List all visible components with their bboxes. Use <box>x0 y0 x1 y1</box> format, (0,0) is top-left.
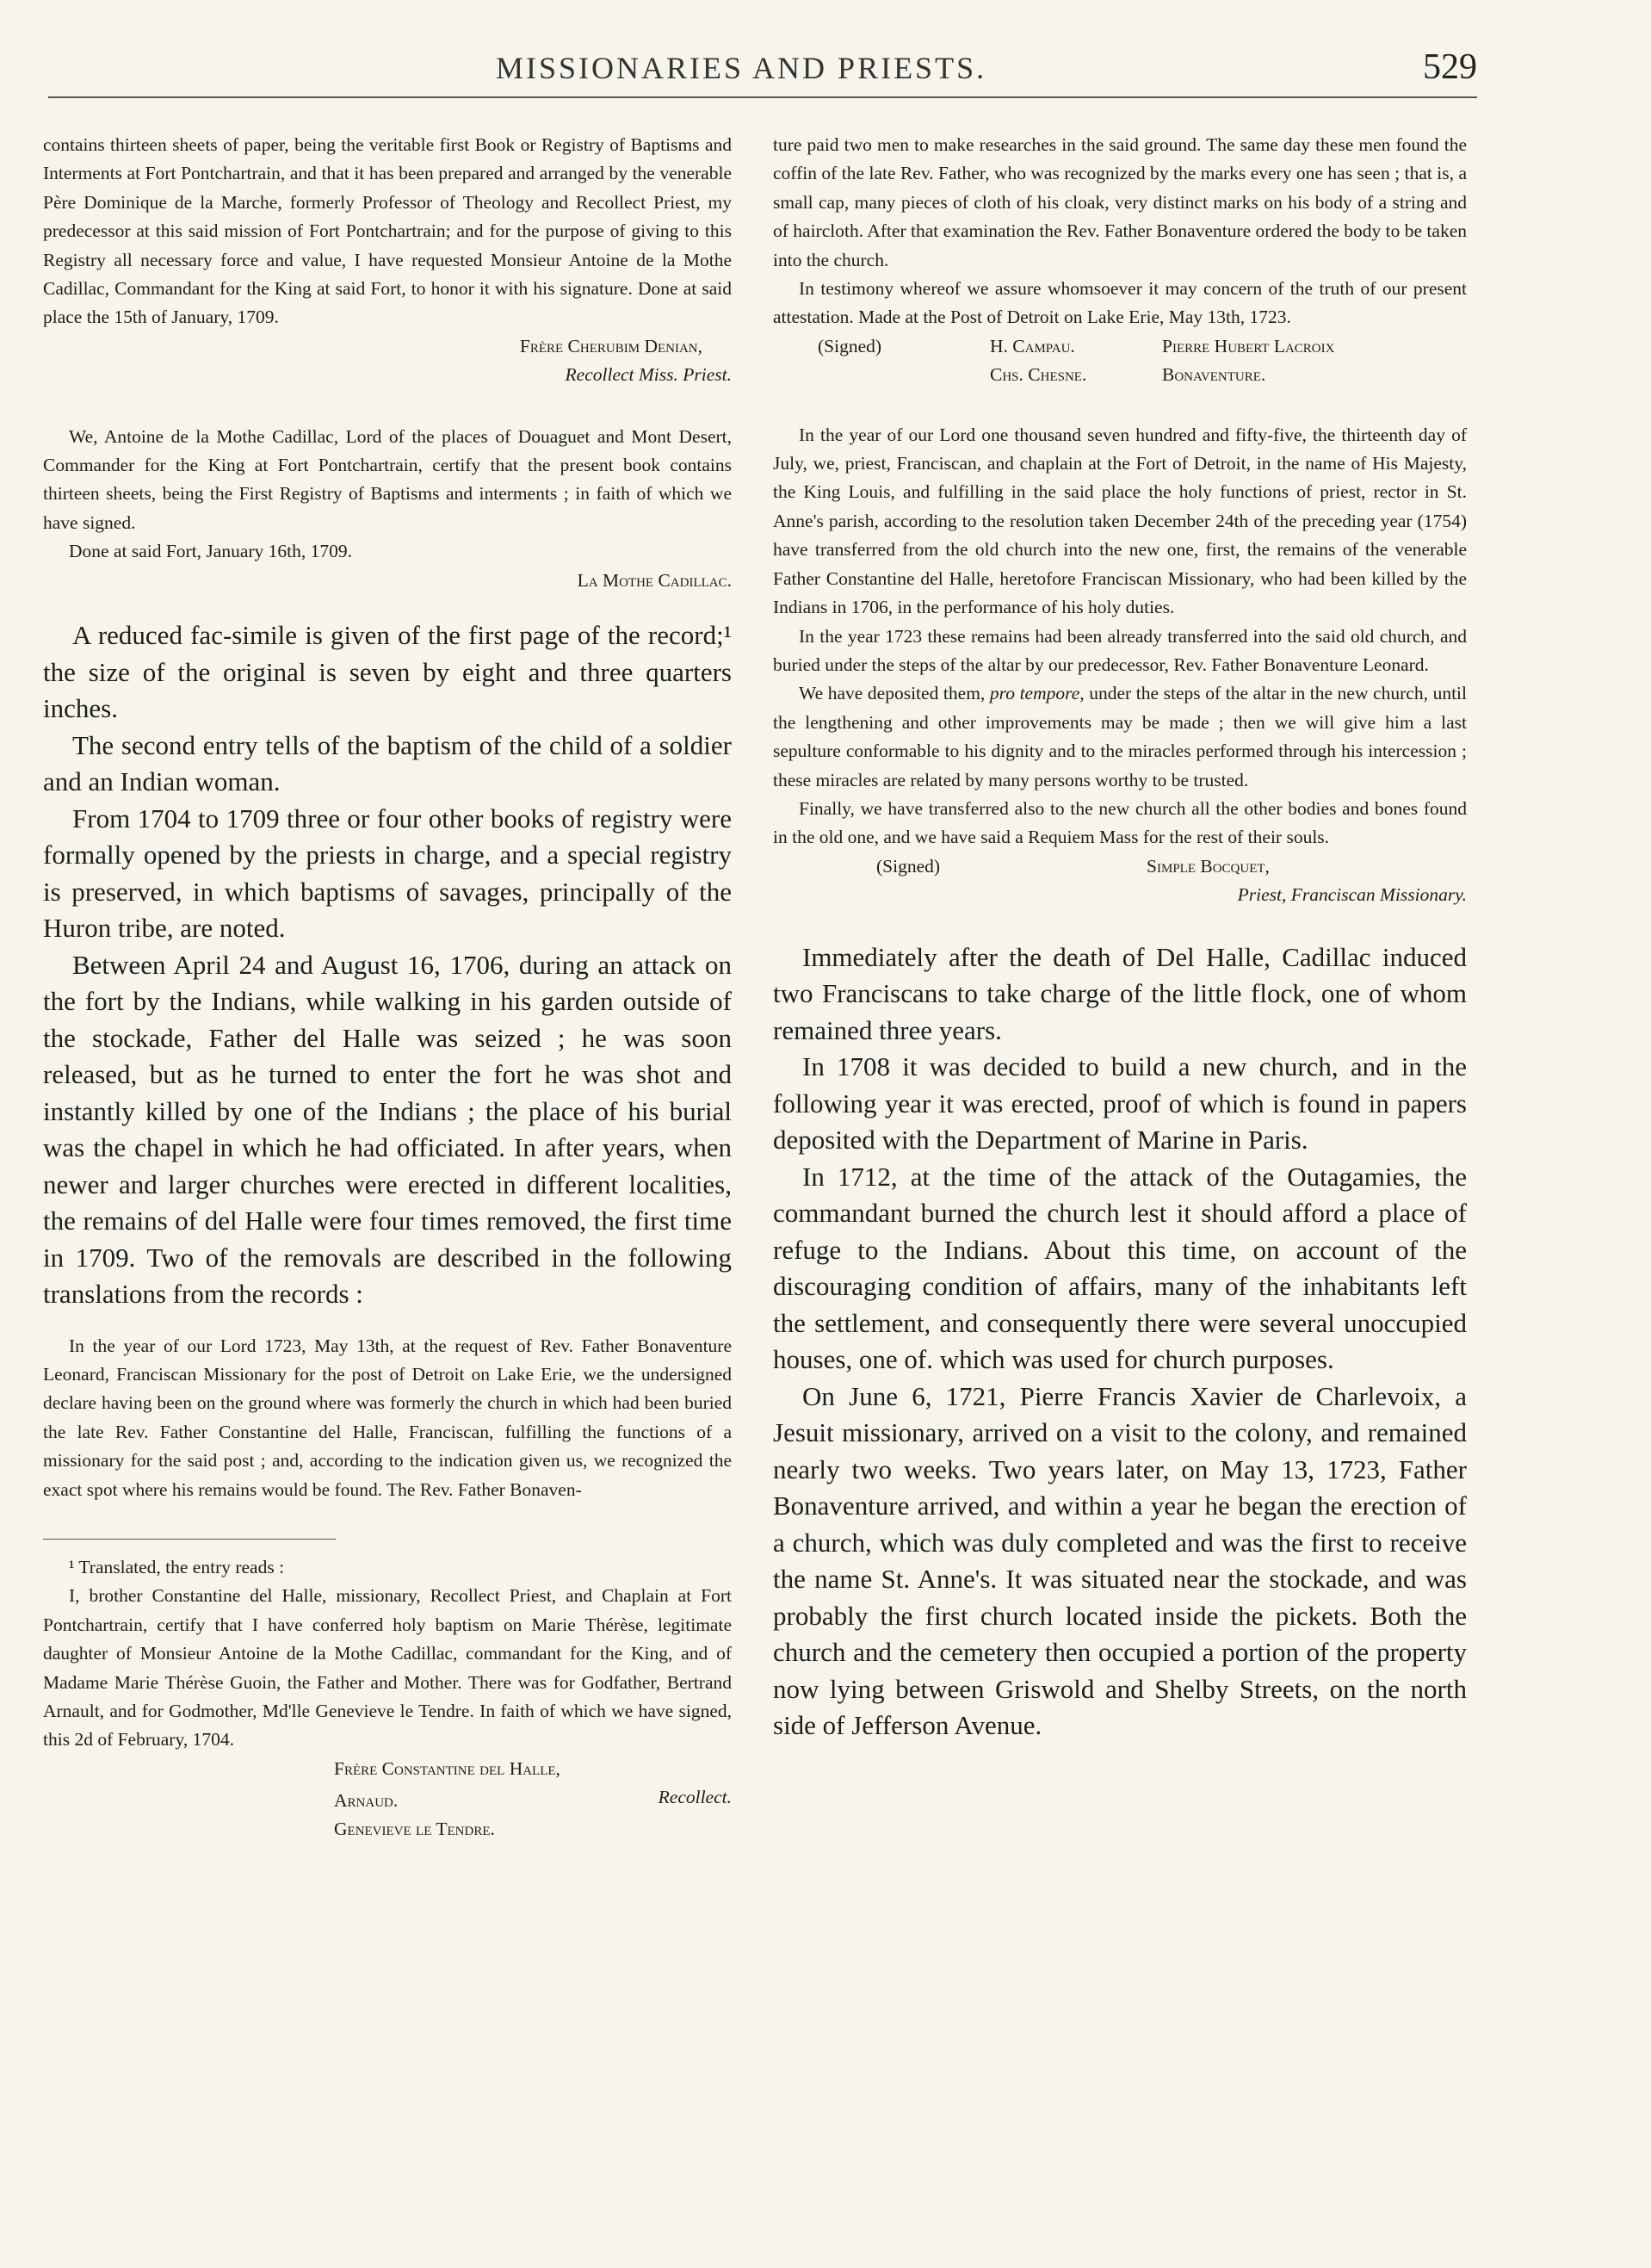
signed-label: (Signed) <box>876 855 941 877</box>
certificate-block <box>43 131 732 390</box>
footnote-genevieve: Genevieve le Tendre. <box>334 1819 495 1840</box>
signature-lacroix: Pierre Hubert Lacroix <box>1162 335 1335 356</box>
header-rule <box>48 96 1477 98</box>
footnote-arnaud: Arnaud. <box>334 1789 399 1811</box>
paragraph: A reduced fac-simile is given of the first page of the record;¹ the size of the original is seven by eight and three quarters inches. <box>43 620 732 724</box>
cadillac-signature: La Mothe Cadillac. <box>577 569 732 591</box>
running-title: MISSIONARIES AND PRIESTS. <box>496 51 987 85</box>
page-number: 529 <box>1423 47 1477 87</box>
record-1755-block <box>773 421 1467 910</box>
footnote-rule <box>43 1539 336 1540</box>
footnote <box>43 1553 732 1844</box>
signature-campau: H. Campau. <box>990 335 1075 356</box>
cadillac-block <box>43 423 732 595</box>
paragraph: In 1712, at the time of the attack of the Outagamies, the commandant burned the church lest it should afford a place of refuge to the Indians. About this time, on account of the discouraging condition of affairs, many of the inhabitants left the settlement, and consequently there were several unoccupied houses, one of. which was used for church purposes. <box>773 1161 1467 1375</box>
cadillac-text: We, Antoine de la Mothe Cadillac, Lord of the places of Douaguet and Mont Desert, Commander for the King at Fort Pontchartrain, certify that the present book contains thirteen sheets, being the First Registry of Baptisms and interments ; in faith of which we have signed. <box>43 425 732 533</box>
paragraph: On June 6, 1721, Pierre Francis Xavier de Charlevoix, a Jesuit missionary, arrived on a visit to the colony, and remained nearly two weeks. Two years later, on May 13, 1723, Father Bonaventure arrived, and within a year he began the erection of a church, which was duly completed and was the first to receive the name St. Anne's. It was situated near the stockade, and was probably the first church located inside the pickets. Both the church and the cemetery then occupied a portion of the property now lying between Griswold and Shelby Streets, on the north side of Jefferson Avenue. <box>773 1380 1467 1741</box>
signature-bocquet-title: Priest, Franciscan Missionary. <box>1237 884 1467 906</box>
paragraph: In 1708 it was decided to build a new church, and in the following year it was erected, proof of which is found in papers deposited with the Department of Marine in Paris. <box>773 1051 1467 1156</box>
finally-text: Finally, we have transferred also to the new church all the other bodies and bones found in the old one, and we have said a Requiem Mass for the rest of their souls. <box>773 797 1467 848</box>
record-continued-text: ture paid two men to make researches in the said ground. The same day these men found the coffin of the late Rev. Father, who was recognized by the marks every one has seen ; that is, a small cap, many pieces of cloth of his cloak, very distinct marks on his body of a string and of haircloth. After that examination the Rev. Father Bonaventure ordered the body to be taken into the church. <box>773 134 1467 270</box>
signatures-1755 <box>876 852 1467 881</box>
paragraph: From 1704 to 1709 three or four other books of registry were formally opened by the priests in charge, and a special registry is preserved, in which baptisms of savages, principally of the Huron tribe, are noted. <box>43 802 732 944</box>
record-1723-continued <box>773 131 1467 390</box>
page-header <box>48 41 1477 102</box>
signature-bocquet: Simple Bocquet, <box>1147 855 1270 877</box>
deposited-text: We have deposited them, pro tempore, under the steps of the altar in the new church, until the lengthening and other improvements may be made ; then we will give him a last sepulture conformable to his dignity and to the miracles performed through his intercession ; these miracles are related by many persons worthy to be trusted. <box>773 683 1468 790</box>
signature-chesne: Chs. Chesne. <box>990 364 1087 386</box>
record-1723-text: In the year of our Lord 1723, May 13th, at the request of Rev. Father Bonaventure Leonard, Franciscan Missionary for the post of Detroit on Lake Erie, we the undersigned declare having been on the ground where was formerly the church in which had been buried the late Rev. Father Constantine del Halle, Franciscan, fulfilling the functions of a missionary for the said post ; and, according to the indication given us, we recognized the exact spot where his remains would be found. The Rev. Father Bonaven- <box>43 1335 732 1500</box>
footnote-signature-name: Frère Constantine del Halle, <box>334 1757 560 1779</box>
footnote-signature-title: Recollect. <box>658 1787 732 1808</box>
footnote-text: I, brother Constantine del Halle, missionary, Recollect Priest, and Chaplain at Fort Pontchartrain, certify that I have conferred holy baptism on Marie Thérèse, legitimate daughter of Monsieur Antoine de la Mothe Cadillac, commandant for the King, and of Madame Marie Thérèse Guoin, the Father and Mother. There was for Godfather, Bertrand Arnault, and for Godmother, Md'lle Genevieve le Tendre. In faith of which we have signed, this 2d of February, 1704. <box>43 1585 732 1751</box>
cadillac-done: Done at said Fort, January 16th, 1709. <box>69 541 353 562</box>
testimony-text: In testimony whereof we assure whomsoever it may concern of the truth of our present attestation. Made at the Post of Detroit on Lake Erie, May 13th, 1723. <box>773 278 1467 328</box>
paragraph: Between April 24 and August 16, 1706, during an attack on the fort by the Indians, while walking in his garden outside of the stockade, Father del Halle was seized ; he was soon released, but as he turned to enter the fort he was shot and instantly killed by one of the Indians ; the place of his burial was the chapel in which he had officiated. In after years, when newer and larger churches were erected in different localities, the remains of del Halle were four times removed, the first time in 1709. Two of the removals are described in the following translations from the records : <box>43 949 732 1310</box>
record-1755-text: In the year of our Lord one thousand seven hundred and fifty-five, the thirteenth day of July, we, priest, Franciscan, and chaplain at the Fort of Detroit, in the name of His Majesty, the King Louis, and fulfilling in the said place the holy functions of priest, rector in St. Anne's parish, according to the resolution taken December 24th of the preceding year (1754) have transferred from the old church into the new one, first, the remains of the venerable Father Constantine del Halle, heretofore Franciscan Missionary, who had been killed by the Indians in 1706, in the performance of his holy duties. <box>773 424 1467 618</box>
footnote-intro: ¹ Translated, the entry reads : <box>69 1557 285 1578</box>
signed-label: (Signed) <box>818 335 882 356</box>
certificate-signature-name: Frère Cherubim Denian, <box>519 335 702 356</box>
signature-bonaventure: Bonaventure. <box>1162 364 1266 386</box>
signatures-1723 <box>818 332 1467 390</box>
certificate-signature-title: Recollect Miss. Priest. <box>565 364 732 386</box>
body-text-left <box>43 617 732 1313</box>
left-column <box>43 131 732 1844</box>
record-1723-block <box>43 1332 732 1504</box>
certificate-text: contains thirteen sheets of paper, being the veritable first Book or Registry of Baptisms and Interments at Fort Pontchartrain, and that it has been prepared and arranged by the venerable Père Dominique de la Marche, formerly Professor of Theology and Recollect Priest, my predecessor at this said mission of Fort Pontchartrain; and for the purpose of giving to this Registry all necessary force and value, I have requested Monsieur Antoine de la Mothe Cadillac, Commandant for the King at said Fort, to honor it with his signature. Done at said place the 15th of January, 1709. <box>43 134 732 328</box>
record-1723-note: In the year 1723 these remains had been already transferred into the said old church, and buried under the steps of the altar by our predecessor, Rev. Father Bonaventure Leonard. <box>773 625 1467 675</box>
paragraph: Immediately after the death of Del Halle, Cadillac induced two Franciscans to take charge of the little flock, one of whom remained three years. <box>773 941 1467 1045</box>
right-column <box>773 131 1467 1744</box>
paragraph: The second entry tells of the baptism of the child of a soldier and an Indian woman. <box>43 729 732 797</box>
body-text-right <box>773 939 1467 1744</box>
